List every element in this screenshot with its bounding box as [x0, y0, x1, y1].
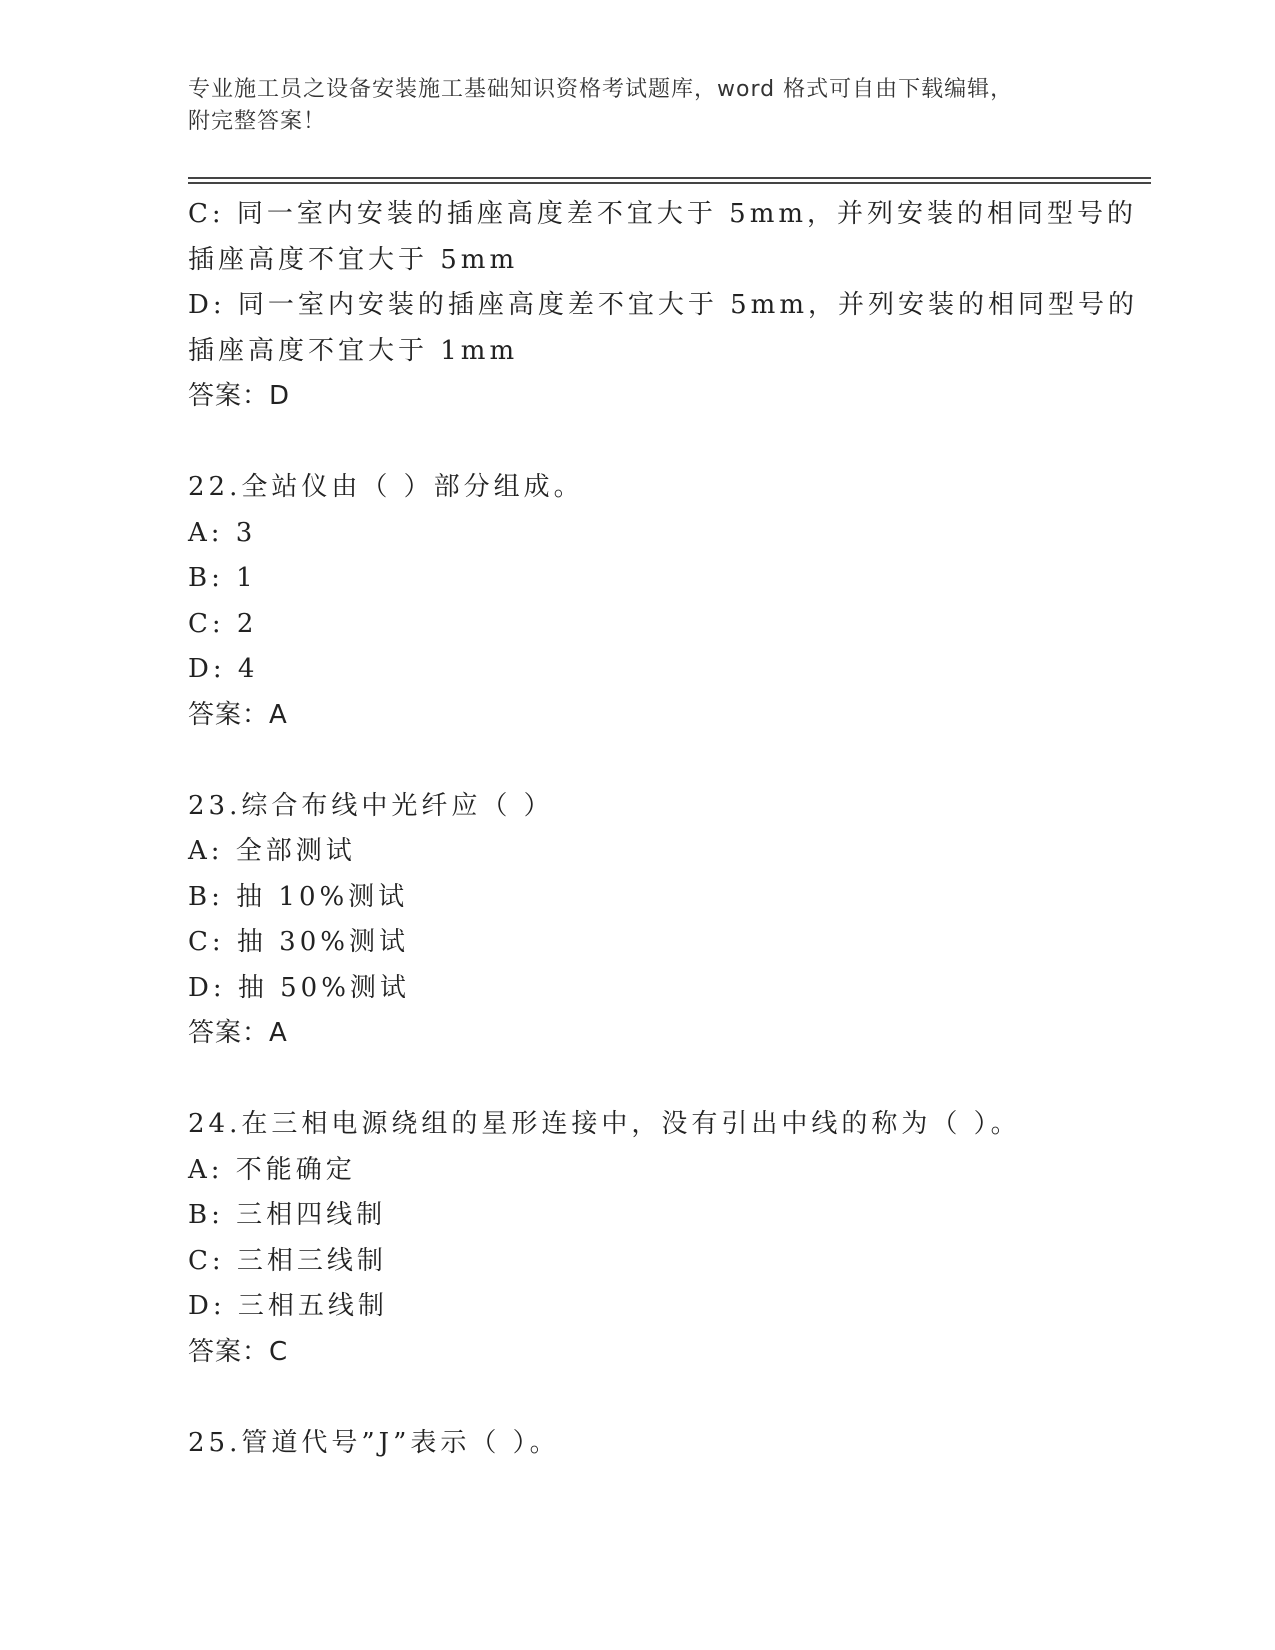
answer-line: 答案：C: [188, 1336, 289, 1367]
header-divider-bottom: [188, 182, 1151, 184]
text-line: A: 不能确定: [188, 1154, 356, 1185]
section-spacer: [188, 1057, 1138, 1103]
text-line: D: 4: [188, 654, 259, 684]
header-divider-top: [188, 177, 1151, 179]
text-line: A: 3: [188, 517, 257, 548]
text-line: C: 抽 30%测试: [188, 927, 409, 957]
text-line: 24.在三相电源绕组的星形连接中，没有引出中线的称为（ ）。: [188, 1109, 1021, 1139]
text-line: D: 三相五线制: [188, 1291, 388, 1321]
text-line: D: 抽 50%测试: [188, 972, 410, 1003]
section-spacer: [188, 1375, 1138, 1421]
document-header: [188, 74, 1088, 138]
text-line: 25.管道代号”J”表示（ ）。: [188, 1427, 560, 1458]
text-line: 22.全站仪由（ ）部分组成。: [188, 472, 584, 502]
answer-line: 答案：A: [188, 699, 288, 730]
answer-line: 答案：A: [188, 1018, 288, 1048]
text-line: C: 三相三线制: [188, 1245, 387, 1276]
text-line: B: 抽 10%测试: [188, 881, 409, 912]
text-line: A: 全部测试: [188, 836, 356, 866]
text-line: 23.综合布线中光纤应（ ）: [188, 790, 554, 821]
text-line: C: 同一室内安装的插座高度差不宜大于 5mm，并列安装的相同型号的: [188, 199, 1138, 229]
answer-line: 答案：D: [188, 381, 291, 411]
text-line: 插座高度不宜大于 1mm: [188, 335, 519, 366]
section-spacer: [188, 420, 1138, 466]
text-line: B: 1: [188, 563, 257, 593]
header-line-1: 专业施工员之设备安装施工基础知识资格考试题库，word 格式可自由下载编辑，: [188, 77, 1014, 102]
header-line-2: 附完整答案！: [188, 109, 327, 134]
question-content: [188, 192, 1138, 1466]
text-line: D: 同一室内安装的插座高度差不宜大于 5mm，并列安装的相同型号的: [188, 290, 1138, 320]
section-spacer: [188, 738, 1138, 784]
text-line: C: 2: [188, 608, 258, 639]
text-line: B: 三相四线制: [188, 1200, 387, 1230]
text-line: 插座高度不宜大于 5mm: [188, 244, 519, 275]
